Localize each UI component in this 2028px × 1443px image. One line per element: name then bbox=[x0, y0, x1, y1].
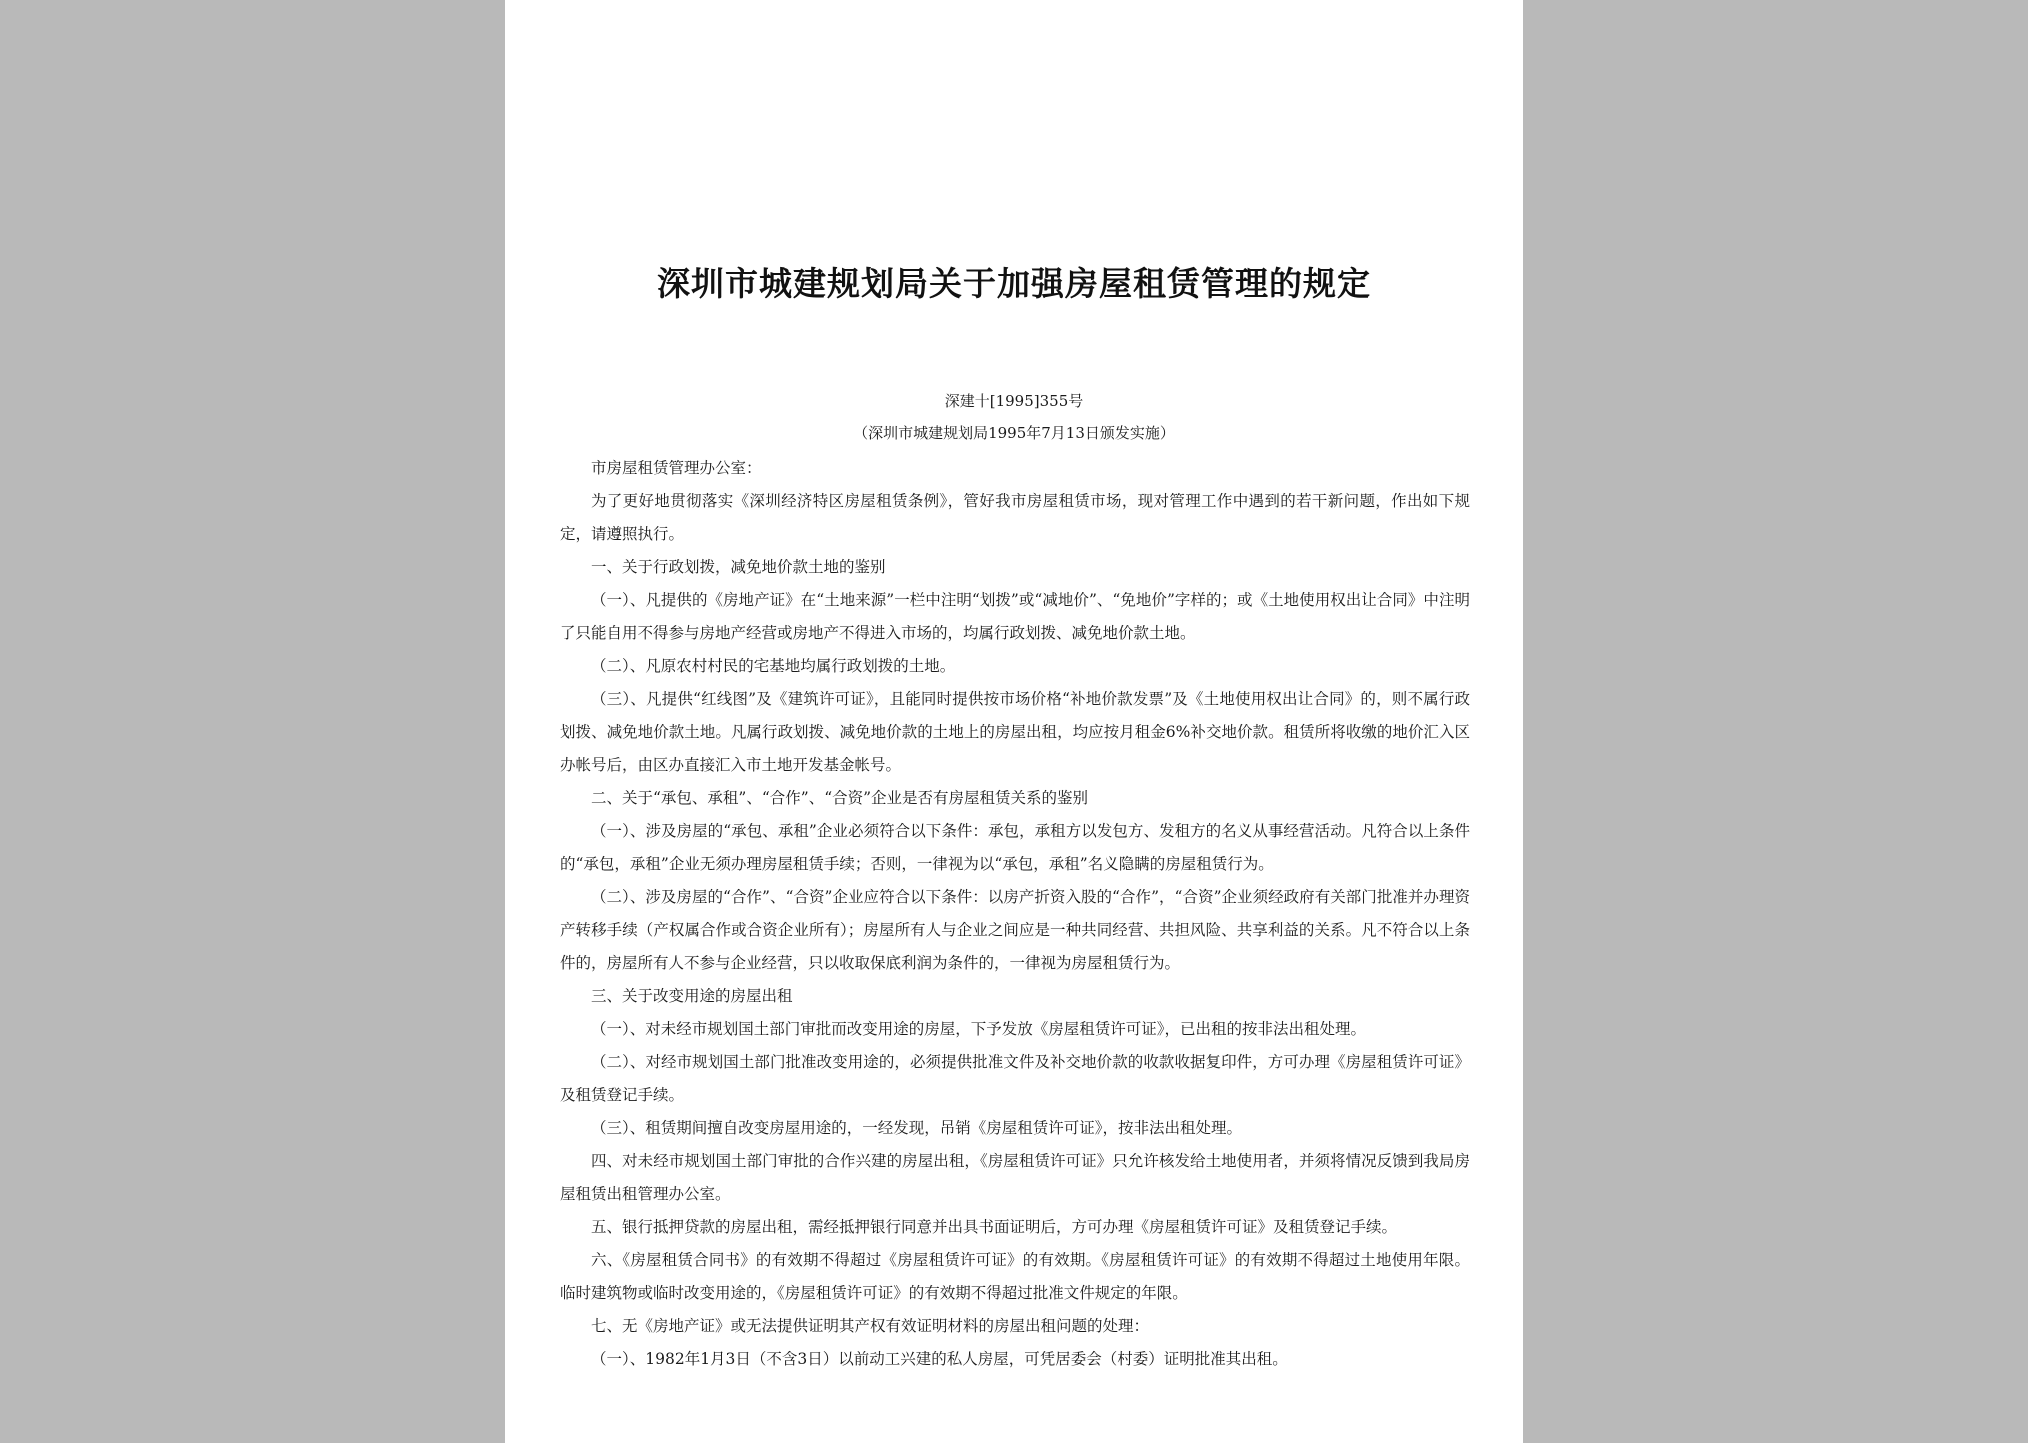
paragraph-3-1: （一）、对未经市规划国土部门审批而改变用途的房屋，下予发放《房屋租赁许可证》，已出租的按非法出租处理。 bbox=[591, 1020, 1367, 1038]
paragraph-2-2: （二）、涉及房屋的“合作”、“合资”企业应符合以下条件：以房产折资入股的“合作”，“合资”企业须经政府有关部门批准并办理资产转移手续（产权属合作或合资企业所有）；房屋所有人与企业之间应是一种共同经营、共担风险、共享利益的关系。凡不符合以上条件的，房屋所有人不参与企业经营，只以收取保底利润为条件的，一律视为房屋租赁行为。 bbox=[560, 888, 1470, 972]
section-heading-3: 三、关于改变用途的房屋出租 bbox=[591, 987, 793, 1005]
section-6: 六、《房屋租赁合同书》的有效期不得超过《房屋租赁许可证》的有效期。《房屋租赁许可证》的有效期不得超过土地使用年限。临时建筑物或临时改变用途的，《房屋租赁许可证》的有效期不得超过批准文件规定的年限。 bbox=[560, 1251, 1470, 1302]
section-5: 五、银行抵押贷款的房屋出租，需经抵押银行同意并出具书面证明后，方可办理《房屋租赁许可证》及租赁登记手续。 bbox=[591, 1218, 1398, 1236]
section-4: 四、对未经市规划国土部门审批的合作兴建的房屋出租，《房屋租赁许可证》只允许核发给土地使用者，并须将情况反馈到我局房屋租赁出租管理办公室。 bbox=[560, 1152, 1470, 1203]
paragraph-1-2: （二）、凡原农村村民的宅基地均属行政划拨的土地。 bbox=[591, 657, 956, 675]
section-heading-2: 二、关于“承包、承租”、“合作”、“合资”企业是否有房屋租赁关系的鉴别 bbox=[591, 789, 1089, 807]
section-heading-7: 七、无《房地产证》或无法提供证明其产权有效证明材料的房屋出租问题的处理： bbox=[591, 1317, 1150, 1335]
document-number: 深建十[1995]355号 bbox=[944, 392, 1084, 410]
paragraph-intro: 为了更好地贯彻落实《深圳经济特区房屋租赁条例》，管好我市房屋租赁市场，现对管理工作中遇到的若干新问题，作出如下规定，请遵照执行。 bbox=[560, 492, 1470, 543]
addressee: 市房屋租赁管理办公室： bbox=[591, 459, 762, 477]
paragraph-3-3: （三）、租赁期间擅自改变房屋用途的，一经发现，吊销《房屋租赁许可证》，按非法出租处理。 bbox=[591, 1119, 1243, 1137]
paragraph-3-2: （二）、对经市规划国土部门批准改变用途的，必须提供批准文件及补交地价款的收款收据复印件，方可办理《房屋租赁许可证》及租赁登记手续。 bbox=[560, 1053, 1470, 1104]
paragraph-7-1: （一）、1982年1月3日（不含3日）以前动工兴建的私人房屋，可凭居委会（村委）证明批准其出租。 bbox=[591, 1350, 1288, 1368]
document-body bbox=[560, 452, 1470, 1376]
document-page bbox=[505, 0, 1523, 1443]
document-title: 深圳市城建规划局关于加强房屋租赁管理的规定 bbox=[657, 264, 1371, 303]
section-heading-1: 一、关于行政划拨，减免地价款土地的鉴别 bbox=[591, 558, 886, 576]
paragraph-1-3: （三）、凡提供“红线图”及《建筑许可证》，且能同时提供按市场价格“补地价款发票”及《土地使用权出让合同》的，则不属行政划拨、减免地价款土地。凡属行政划拨、减免地价款的土地上的房屋出租，均应按月租金6%补交地价款。租赁所将收缴的地价汇入区办帐号后，由区办直接汇入市土地开发基金帐号。 bbox=[560, 690, 1470, 774]
paragraph-2-1: （一）、涉及房屋的“承包、承租”企业必须符合以下条件：承包，承租方以发包方、发租方的名义从事经营活动。凡符合以上条件的“承包，承租”企业无须办理房屋租赁手续；否则，一律视为以“承包，承租”名义隐瞒的房屋租赁行为。 bbox=[560, 822, 1470, 873]
paragraph-1-1: （一）、凡提供的《房地产证》在“土地来源”一栏中注明“划拨”或“减地价”、“免地价”字样的；或《土地使用权出让合同》中注明了只能自用不得参与房地产经营或房地产不得进入市场的，均属行政划拨、减免地价款土地。 bbox=[560, 591, 1470, 642]
issued-line: （深圳市城建规划局1995年7月13日颁发实施） bbox=[853, 424, 1175, 442]
